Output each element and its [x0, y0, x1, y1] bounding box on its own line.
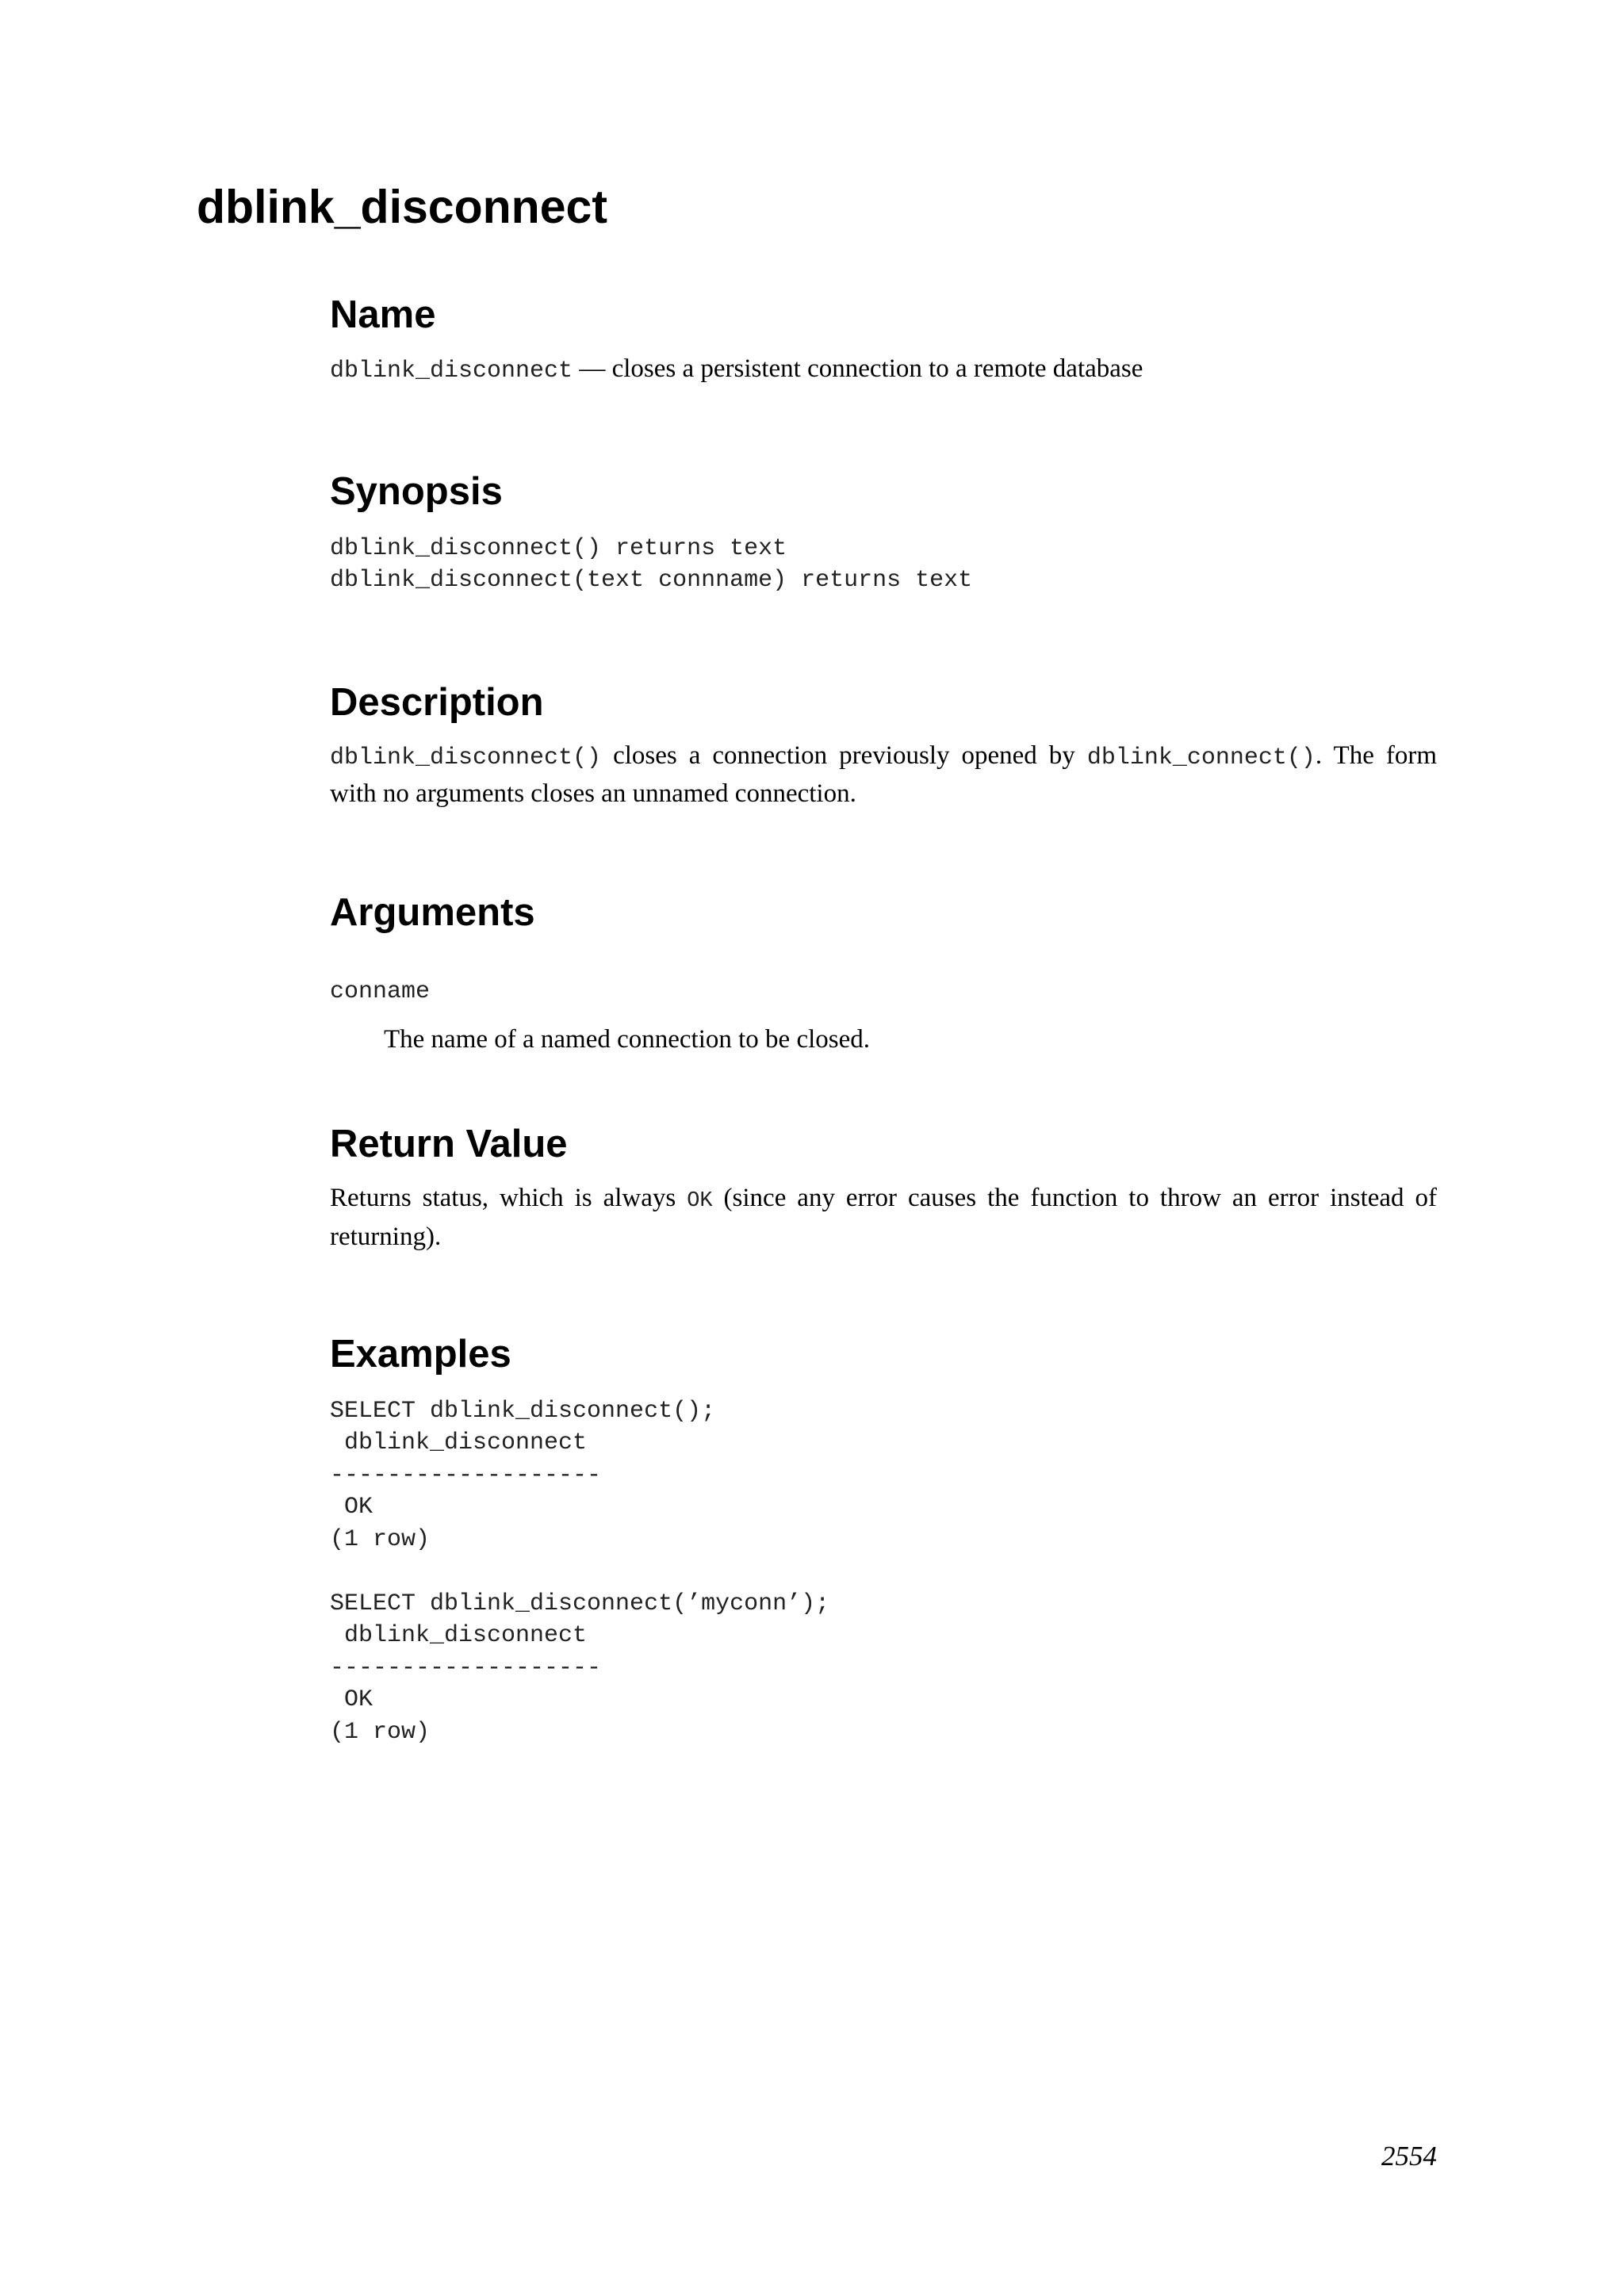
name-heading: Name — [330, 293, 436, 336]
examples-code: SELECT dblink_disconnect(); dblink_disconnect ------------------- OK (1 row) SELECT dblink_disconnect(’myconn’); dblink_disconnect ------------------- OK (1 row) — [330, 1397, 830, 1746]
function-ref-connect: dblink_connect() — [1086, 744, 1316, 772]
function-purpose: — closes a persistent connection to a remote database — [573, 354, 1143, 383]
arguments-section — [330, 890, 1437, 1058]
refentry-content — [330, 292, 1437, 1748]
synopsis-heading: Synopsis — [330, 469, 503, 513]
page-title: dblink_disconnect — [197, 181, 607, 233]
name-paragraph — [330, 351, 1437, 389]
return-text-2: (since any error causes the function to throw an error instead of returning). — [330, 1183, 1437, 1251]
examples-section — [330, 1331, 1437, 1748]
synopsis-section — [330, 469, 1437, 597]
description-text-2: . The form with no arguments closes an unnamed connection. — [330, 741, 1438, 809]
function-ref-disconnect: dblink_disconnect() — [330, 744, 602, 772]
function-name: dblink_disconnect — [330, 357, 573, 385]
return-value-paragraph — [330, 1181, 1437, 1255]
description-text-1: closes a connection previously opened by — [601, 741, 1087, 771]
argument-term: conname — [330, 978, 431, 1006]
name-section — [330, 292, 1437, 389]
page-number: 2554 — [1381, 2141, 1437, 2172]
arguments-heading: Arguments — [330, 891, 535, 935]
ok-literal: OK — [687, 1188, 713, 1213]
argument-description: The name of a named connection to be closed. — [384, 1025, 871, 1054]
examples-heading: Examples — [330, 1332, 511, 1376]
return-value-section — [330, 1121, 1437, 1255]
return-text-1: Returns status, which is always — [330, 1183, 688, 1212]
description-heading: Description — [330, 680, 544, 724]
description-section — [330, 679, 1437, 813]
synopsis-code: dblink_disconnect() returns text dblink_disconnect(text connname) returns text — [330, 534, 973, 595]
description-paragraph — [330, 738, 1437, 812]
return-value-heading: Return Value — [330, 1123, 568, 1166]
